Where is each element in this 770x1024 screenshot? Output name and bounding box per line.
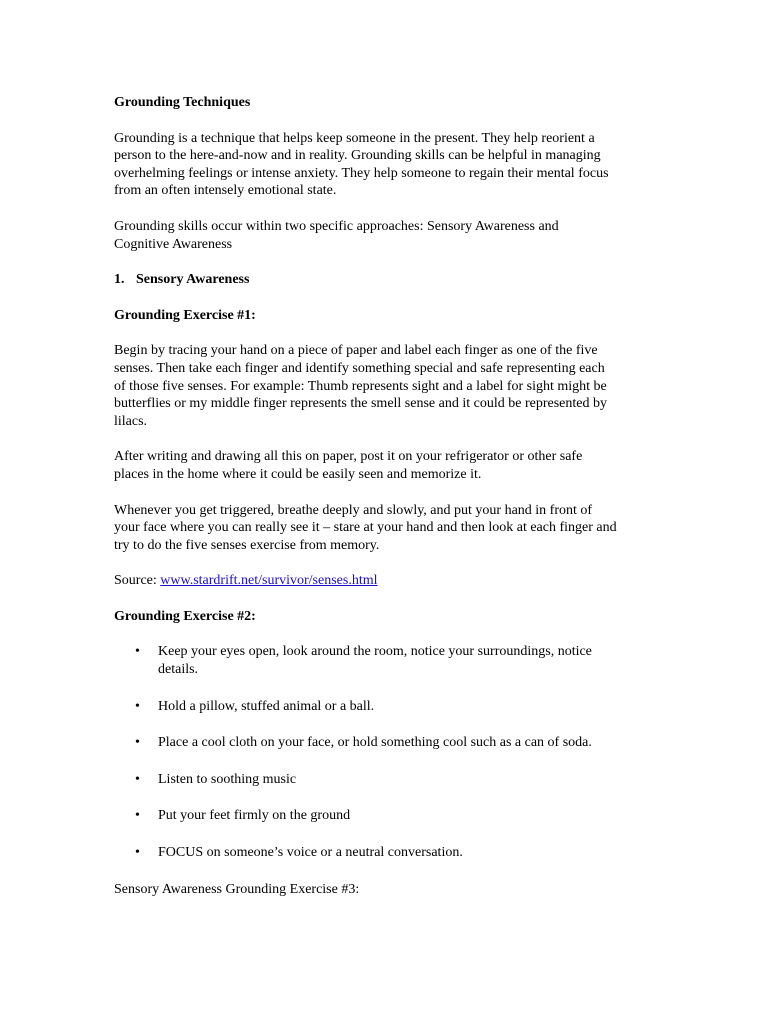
bullet-icon: • [135, 644, 140, 660]
section-heading-sensory-awareness [114, 271, 660, 289]
approaches-paragraph [114, 218, 660, 253]
list-item-line: Put your feet firmly on the ground [158, 808, 351, 824]
list-item [114, 643, 660, 678]
source-link[interactable]: www.stardrift.net/survivor/senses.html [160, 573, 378, 589]
text-line: senses. Then take each finger and identify something special and safe representing each [114, 360, 605, 376]
text-line: lilacs. [114, 413, 148, 429]
list-item-line: Place a cool cloth on your face, or hold something cool such as a can of soda. [158, 735, 592, 751]
section-label: Sensory Awareness [136, 272, 250, 288]
document-page [114, 94, 660, 898]
text-line: overhelming feelings or intense anxiety. They help someone to regain their mental focus [114, 165, 609, 181]
list-item [114, 807, 660, 825]
text-line: butterflies or my middle finger represents the smell sense and it could be represented by [114, 396, 607, 412]
text-line: Begin by tracing your hand on a piece of paper and label each finger as one of the five [114, 343, 598, 359]
list-item-line: Keep your eyes open, look around the room, notice your surroundings, notice [158, 644, 592, 660]
list-item [114, 698, 660, 716]
intro-paragraph [114, 130, 660, 200]
text-line: After writing and drawing all this on paper, post it on your refrigerator or other safe [114, 449, 583, 465]
source-label: Source: [114, 573, 161, 589]
text-line: person to the here-and-now and in reality. Grounding skills can be helpful in managing [114, 148, 601, 164]
bullet-icon: • [135, 698, 140, 714]
exercise-2-heading: Grounding Exercise #2: [114, 608, 256, 624]
text-line: Grounding skills occur within two specific approaches: Sensory Awareness and [114, 218, 559, 234]
list-item-line: Hold a pillow, stuffed animal or a ball. [158, 698, 375, 714]
text-line: your face where you can really see it – stare at your hand and then look at each finger and [114, 520, 617, 536]
list-item [114, 771, 660, 789]
exercise-1-paragraph-1 [114, 342, 660, 430]
source-line [114, 572, 660, 590]
bullet-icon: • [135, 735, 140, 751]
text-line: Cognitive Awareness [114, 236, 233, 252]
exercise-1-heading: Grounding Exercise #1: [114, 307, 256, 323]
list-item-line: details. [158, 662, 199, 678]
bullet-icon: • [135, 771, 140, 787]
bullet-icon: • [135, 845, 140, 861]
text-line: Grounding is a technique that helps keep someone in the present. They help reorient a [114, 130, 595, 146]
text-line: try to do the five senses exercise from memory. [114, 537, 380, 553]
exercise-2-bullet-list [114, 643, 660, 861]
bullet-icon: • [135, 808, 140, 824]
list-item [114, 734, 660, 752]
exercise-1-paragraph-3 [114, 502, 660, 555]
text-line: of those five senses. For example: Thumb represents sight and a label for sight might be [114, 378, 607, 394]
section-number: 1. [114, 272, 125, 288]
exercise-3-heading: Sensory Awareness Grounding Exercise #3: [114, 881, 360, 897]
list-item [114, 844, 660, 862]
exercise-1-paragraph-2 [114, 448, 660, 483]
text-line: Whenever you get triggered, breathe deeply and slowly, and put your hand in front of [114, 502, 593, 518]
text-line: places in the home where it could be easily seen and memorize it. [114, 466, 482, 482]
list-item-line: Listen to soothing music [158, 771, 297, 787]
list-item-line: FOCUS on someone’s voice or a neutral conversation. [158, 845, 463, 861]
text-line: from an often intensely emotional state. [114, 183, 337, 199]
document-title: Grounding Techniques [114, 95, 251, 110]
